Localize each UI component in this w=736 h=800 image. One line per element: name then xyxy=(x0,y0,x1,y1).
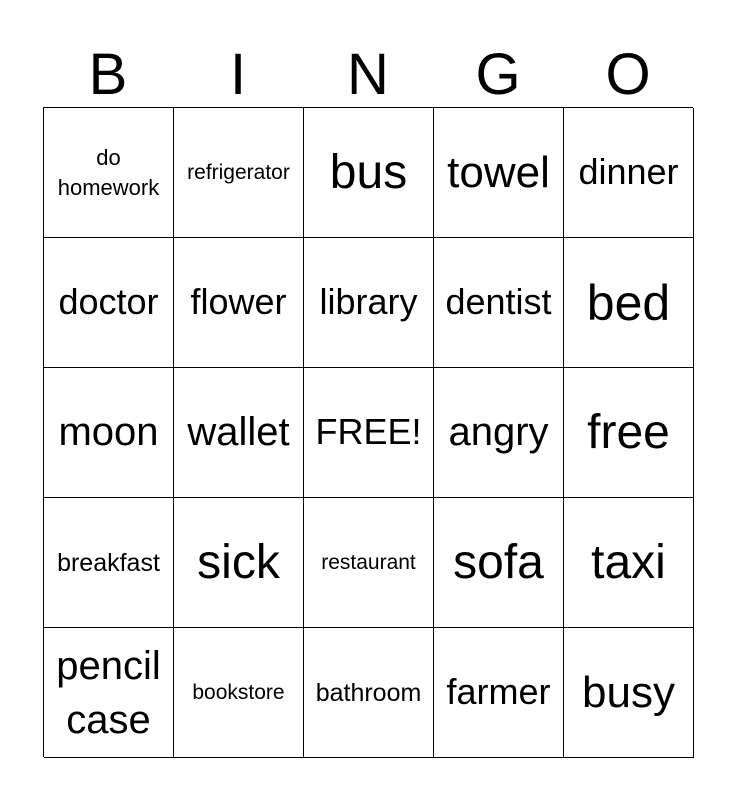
bingo-cell[interactable]: doctor xyxy=(44,238,174,368)
bingo-cell[interactable]: taxi xyxy=(564,498,694,628)
bingo-cell[interactable]: bookstore xyxy=(174,628,304,758)
bingo-cell[interactable]: angry xyxy=(434,368,564,498)
bingo-cell[interactable]: sofa xyxy=(434,498,564,628)
bingo-cell[interactable]: moon xyxy=(44,368,174,498)
bingo-cell[interactable]: breakfast xyxy=(44,498,174,628)
bingo-cell[interactable]: dentist xyxy=(434,238,564,368)
header-letter-b: B xyxy=(88,42,128,107)
bingo-cell[interactable]: bed xyxy=(564,238,694,368)
bingo-cell[interactable]: bus xyxy=(304,108,434,238)
bingo-cell[interactable]: free xyxy=(564,368,694,498)
header-letter-i: I xyxy=(229,42,247,107)
header-letter-g: G xyxy=(475,42,521,107)
bingo-cell[interactable]: sick xyxy=(174,498,304,628)
bingo-cell[interactable]: farmer xyxy=(434,628,564,758)
bingo-cell[interactable]: dinner xyxy=(564,108,694,238)
bingo-cell[interactable]: restaurant xyxy=(304,498,434,628)
bingo-cell[interactable]: wallet xyxy=(174,368,304,498)
bingo-cell[interactable]: towel xyxy=(434,108,564,238)
bingo-cell[interactable]: busy xyxy=(564,628,694,758)
bingo-header xyxy=(43,42,693,108)
header-letter-o: O xyxy=(605,42,651,107)
bingo-cell[interactable]: library xyxy=(304,238,434,368)
bingo-card xyxy=(43,107,693,757)
bingo-cell[interactable]: do homework xyxy=(44,108,174,238)
bingo-cell[interactable]: refrigerator xyxy=(174,108,304,238)
free-space[interactable]: FREE! xyxy=(304,368,434,498)
bingo-cell[interactable]: flower xyxy=(174,238,304,368)
bingo-cell[interactable]: pencil case xyxy=(44,628,174,758)
header-letter-n: N xyxy=(347,42,389,107)
bingo-cell[interactable]: bathroom xyxy=(304,628,434,758)
